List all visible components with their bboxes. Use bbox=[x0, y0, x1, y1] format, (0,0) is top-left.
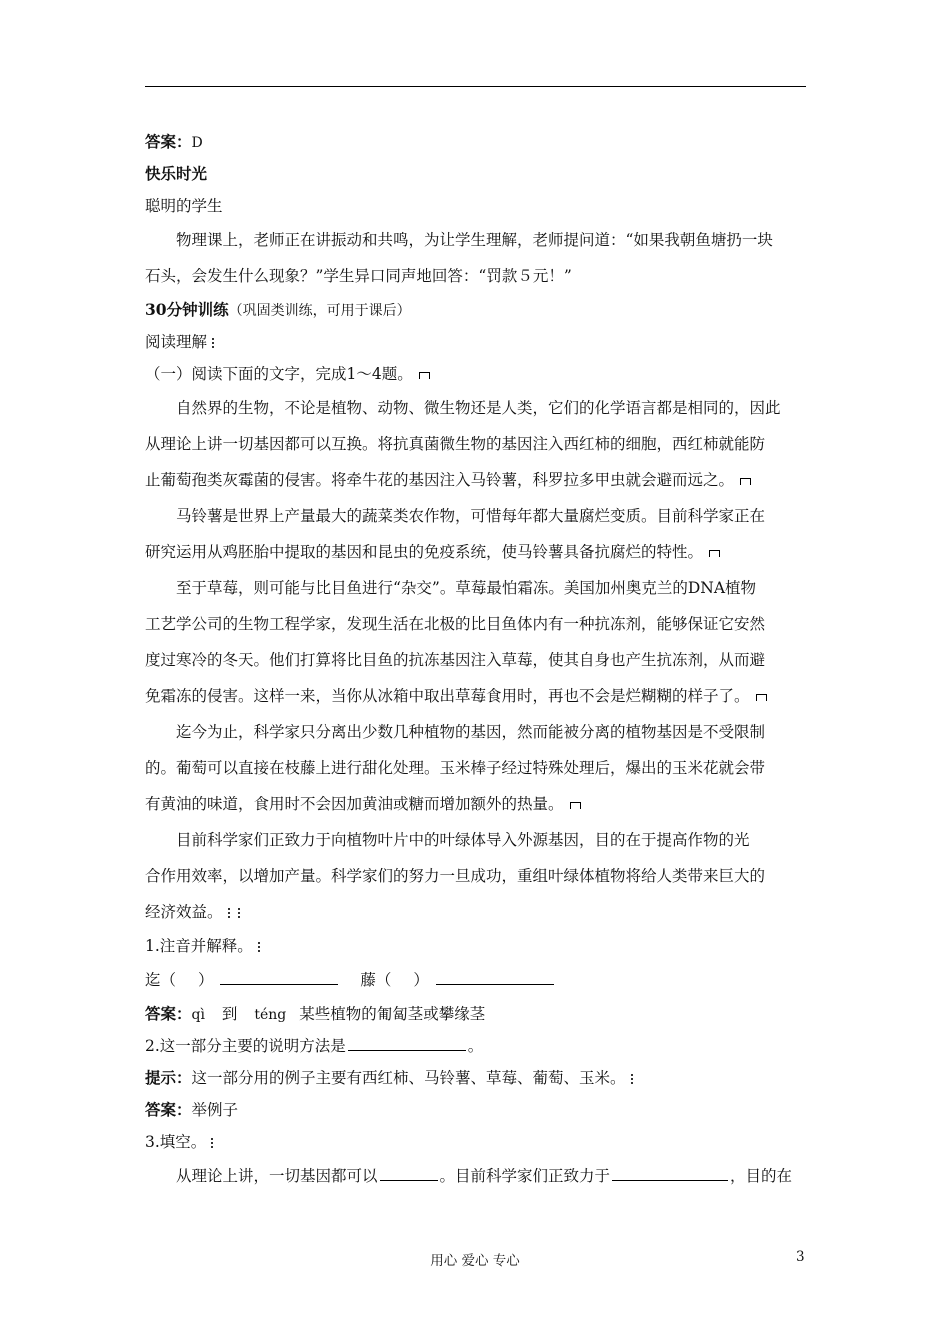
training-title: 30分钟训练 bbox=[145, 300, 229, 319]
answer-value: D bbox=[191, 135, 203, 151]
pinyin: téng bbox=[254, 1007, 287, 1023]
edit-mark-icon bbox=[211, 1138, 216, 1148]
reading-heading bbox=[145, 326, 806, 358]
page-footer: 用心 爱心 专心 bbox=[430, 1253, 520, 1269]
paragraph-mark-icon bbox=[570, 802, 581, 809]
document-body bbox=[145, 126, 806, 1194]
answer-blank[interactable] bbox=[380, 1160, 438, 1181]
question-end: 。 bbox=[467, 1037, 484, 1055]
paragraph-line bbox=[145, 894, 806, 930]
fill-text: 。目前科学家们正致力于 bbox=[439, 1167, 611, 1185]
paragraph-text: 止葡萄孢类灰霉菌的侵害。将牵牛花的基因注入马铃薯，科罗拉多甲虫就会避而远之。 bbox=[145, 471, 735, 489]
fill-text: ，目的在 bbox=[730, 1167, 793, 1185]
paragraph-line: 的。葡萄可以直接在枝藤上进行甜化处理。玉米棒子经过特殊处理后，爆出的玉米花就会带 bbox=[145, 759, 766, 777]
paragraph-line: 至于草莓，则可能与比目鱼进行“杂交”。草莓最怕霜冻。美国加州奥克兰的DNA植物 bbox=[176, 579, 757, 597]
paragraph-text: 研究运用从鸡胚胎中提取的基因和昆虫的免疫系统，使马铃薯具备抗腐烂的特性。 bbox=[145, 543, 704, 561]
header-rule bbox=[145, 86, 806, 87]
paragraph-line: 迄今为止，科学家只分离出少数几种植物的基因，然而能被分离的植物基因是不受限制 bbox=[176, 723, 766, 741]
question-text: 3.填空。 bbox=[145, 1133, 207, 1151]
part-title: （一）阅读下面的文字，完成1～4题。 bbox=[145, 365, 413, 383]
pinyin: qì bbox=[191, 1007, 205, 1023]
answer-blank[interactable] bbox=[612, 1160, 728, 1181]
paren-close: ） bbox=[413, 971, 429, 989]
hint-2 bbox=[145, 1062, 806, 1094]
paragraph-line: 目前科学家们正致力于向植物叶片中的叶绿体导入外源基因，目的在于提高作物的光 bbox=[176, 831, 750, 849]
answer-blank[interactable] bbox=[436, 964, 554, 985]
answer-label: 答案： bbox=[145, 1100, 192, 1119]
page-number: 3 bbox=[796, 1249, 805, 1265]
paragraph-line bbox=[145, 462, 806, 498]
paragraph-line bbox=[145, 678, 806, 714]
joke-line: 石头，会发生什么现象？”学生异口同声地回答：“罚款５元！” bbox=[145, 267, 572, 285]
paragraph-line bbox=[145, 786, 806, 822]
question-3 bbox=[145, 1126, 806, 1158]
question-text: 2.这一部分主要的说明方法是 bbox=[145, 1037, 346, 1055]
paragraph-text: 经济效益。 bbox=[145, 903, 223, 921]
answer-2 bbox=[145, 1094, 806, 1126]
char-prompt: 藤（ bbox=[360, 971, 392, 989]
answer-label: 答案： bbox=[145, 1004, 192, 1023]
joke-line: 物理课上，老师正在讲振动和共鸣，为让学生理解，老师提问道：“如果我朝鱼塘扔一块 bbox=[176, 231, 773, 249]
joke-title: 聪明的学生 bbox=[145, 197, 223, 215]
hint-label: 提示： bbox=[145, 1068, 192, 1087]
paragraph-text: 有黄油的味道，食用时不会因加黄油或糖而增加额外的热量。 bbox=[145, 795, 564, 813]
paren-close: ） bbox=[198, 971, 214, 989]
question-1-blanks bbox=[145, 962, 806, 998]
edit-mark-icon bbox=[238, 908, 243, 918]
part-heading bbox=[145, 358, 806, 390]
paragraph-line: 从理论上讲一切基因都可以互换。将抗真菌微生物的基因注入西红柿的细胞，西红柿就能防 bbox=[145, 435, 766, 453]
answer-blank[interactable] bbox=[220, 964, 338, 985]
answer-blank[interactable] bbox=[348, 1030, 466, 1051]
question-text: 1.注音并解释。 bbox=[145, 937, 253, 955]
paragraph-text: 免霜冻的侵害。这样一来，当你从冰箱中取出草莓食用时，再也不会是烂糊糊的样子了。 bbox=[145, 687, 750, 705]
question-3-fill bbox=[145, 1158, 806, 1194]
paragraph-line: 度过寒冷的冬天。他们打算将比目鱼的抗冻基因注入草莓，使其自身也产生抗冻剂，从而避 bbox=[145, 651, 766, 669]
answer-1 bbox=[145, 998, 806, 1030]
answer-line bbox=[145, 126, 806, 158]
training-note: （巩固类训练，可用于课后） bbox=[228, 303, 411, 319]
paragraph-mark-icon bbox=[419, 372, 430, 379]
paragraph-mark-icon bbox=[709, 550, 720, 557]
meaning: 到 bbox=[221, 1005, 238, 1023]
char-prompt: 迄（ bbox=[145, 971, 177, 989]
answer-label: 答案： bbox=[145, 132, 192, 151]
edit-mark-icon bbox=[631, 1074, 636, 1084]
hint-text: 这一部分用的例子主要有西红柿、马铃薯、草莓、葡萄、玉米。 bbox=[191, 1069, 626, 1087]
paragraph-line: 自然界的生物，不论是植物、动物、微生物还是人类，它们的化学语言都是相同的，因此 bbox=[176, 399, 781, 417]
meaning: 某些植物的匍匐茎或攀缘茎 bbox=[299, 1005, 486, 1023]
paragraph-mark-icon bbox=[756, 694, 767, 701]
paragraph-line: 工艺学公司的生物工程学家，发现生活在北极的比目鱼体内有一种抗冻剂，能够保证它安然 bbox=[145, 615, 766, 633]
training-heading bbox=[145, 294, 806, 326]
edit-mark-icon bbox=[258, 942, 263, 952]
edit-mark-icon bbox=[212, 338, 217, 348]
question-2 bbox=[145, 1030, 806, 1062]
paragraph-line: 合作用效率，以增加产量。科学家们的努力一旦成功，重组叶绿体植物将给人类带来巨大的 bbox=[145, 867, 766, 885]
question-1 bbox=[145, 930, 806, 962]
paragraph-line: 马铃薯是世界上产量最大的蔬菜类农作物，可惜每年都大量腐烂变质。目前科学家正在 bbox=[176, 507, 766, 525]
paragraph-mark-icon bbox=[740, 478, 751, 485]
section-heading-happy: 快乐时光 bbox=[145, 164, 208, 183]
fill-text: 从理论上讲，一切基因都可以 bbox=[176, 1167, 378, 1185]
paragraph-line bbox=[145, 534, 806, 570]
edit-mark-icon bbox=[228, 908, 233, 918]
reading-title: 阅读理解 bbox=[145, 333, 208, 351]
answer-value: 举例子 bbox=[191, 1101, 239, 1119]
